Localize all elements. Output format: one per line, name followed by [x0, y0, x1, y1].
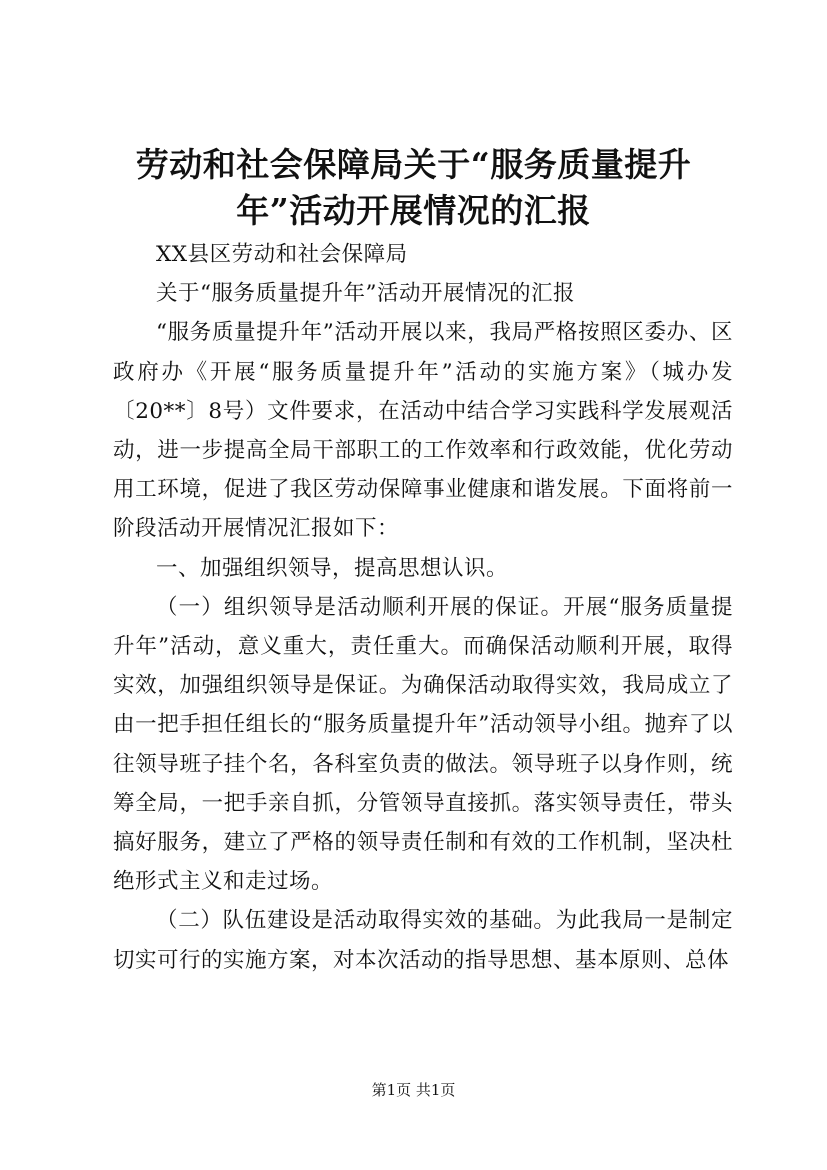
- document-body: [113, 235, 733, 980]
- paragraph-intro: “服务质量提升年”活动开展以来，我局严格按照区委办、区政府办《开展“服务质量提升年”活动的实施方案》（城办发〔20**〕8号）文件要求，在活动中结合学习实践科学发展观活动，进一步提高全局干部职工的工作效率和行政效能，优化劳动用工环境，促进了我区劳动保障事业健康和谐发展。下面将前一阶段活动开展情况汇报如下：: [113, 320, 733, 542]
- paragraph-issuer: XX县区劳动和社会保障局: [156, 242, 408, 267]
- paragraph-team-building: （二）队伍建设是活动取得实效的基础。为此我局一是制定切实可行的实施方案，对本次活动的指导思想、基本原则、总体: [113, 908, 733, 973]
- page-footer: 第1页 共1页: [371, 1081, 456, 1099]
- paragraph-section-heading: 一、加强组织领导，提高思想认识。: [156, 555, 509, 581]
- paragraph-subject: 关于“服务质量提升年”活动开展情况的汇报: [156, 281, 575, 307]
- paragraph-leadership: （一）组织领导是活动顺利开展的保证。开展“服务质量提升年”活动，意义重大，责任重大。而确保活动顺利开展，取得实效，加强组织领导是保证。为确保活动取得实效，我局成立了由一把手担任组长的“服务质量提升年”活动领导小组。抛弃了以往领导班子挂个名，各科室负责的做法。领导班子以身作则，统筹全局，一把手亲自抓，分管领导直接抓。落实领导责任，带头搞好服务，建立了严格的领导责任制和有效的工作机制，坚决杜绝形式主义和走过场。: [113, 594, 733, 895]
- document-title: 劳动和社会保障局关于“服务质量提升年”活动开展情况的汇报: [135, 145, 692, 230]
